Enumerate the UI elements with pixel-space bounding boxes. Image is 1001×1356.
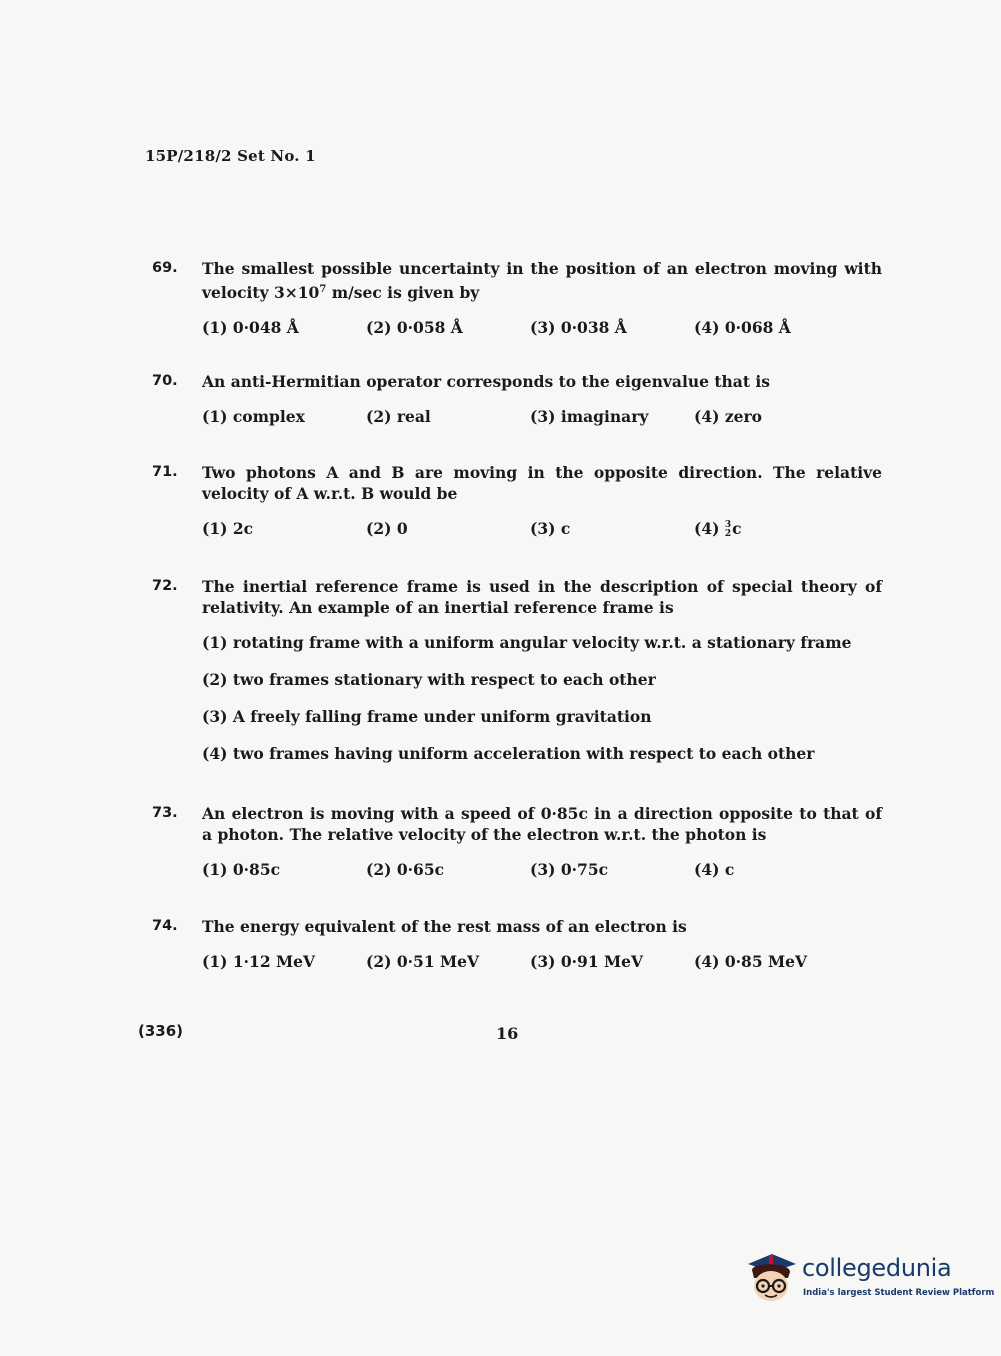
options-row [202,951,882,972]
option-4: (4) 0·068 Å [694,318,791,338]
question-text: An anti-Hermitian operator corresponds to the eigenvalue that is [202,372,771,391]
question-number: 72. [152,578,178,594]
options-row [202,406,882,427]
paper-code-header: 15P/218/2 Set No. 1 [145,147,316,165]
options-column [202,632,882,780]
question-number: 74. [152,918,178,934]
logo-tagline: India's largest Student Review Platform [803,1288,995,1298]
option-3: (3) c [530,519,571,538]
question-number: 70. [152,373,178,389]
option-2: (2) 0·058 Å [366,318,463,338]
option-2: (2) two frames stationary with respect to each other [202,670,656,689]
option-3: (3) imaginary [530,407,649,426]
options-row [202,518,882,539]
question-text: The inertial reference frame is used in the description of special theory of relativity. An example of an inertial reference frame is [202,577,882,617]
mascot-icon [742,1250,800,1306]
collegedunia-logo [742,1248,995,1310]
question-69 [152,258,882,338]
question-74 [152,916,882,972]
question-72 [152,576,882,780]
question-70 [152,371,882,427]
question-text: Two photons A and B are moving in the opposite direction. The relative velocity of A w.r.t. B would be [202,463,882,503]
option-1: (1) complex [202,407,305,426]
option-4: (4) c [694,860,735,879]
option-3: (3) 0·75c [530,860,609,879]
option-3: (3) 0·038 Å [530,318,627,338]
option-3: (3) 0·91 MeV [530,952,644,971]
option-2: (2) real [366,407,431,426]
option-1: (1) 0·048 Å [202,318,299,338]
logo-name: collegedunia [802,1254,952,1282]
question-text: The smallest possible uncertainty in the position of an electron moving with velocity $3\times 10^7$ m/sec is given by [202,259,882,303]
option-4: (4) 3 2 c [694,519,742,539]
option-2: (2) 0·65c [366,860,445,879]
footer-code: (336) [138,1022,184,1040]
option-4: (4) 0·85 MeV [694,952,808,971]
question-number: 71. [152,464,178,480]
page-number: 16 [496,1024,519,1043]
options-row [202,317,882,338]
question-text: An electron is moving with a speed of 0·85c in a direction opposite to that of a photon. The relative velocity of the electron w.r.t. the photon is [202,804,882,844]
option-1: (1) 0·85c [202,860,281,879]
option-1: (1) 2c [202,519,254,538]
option-1: (1) 1·12 MeV [202,952,316,971]
fraction-three-halves: 3 2 [724,520,732,539]
option-1: (1) rotating frame with a uniform angular velocity w.r.t. a stationary frame [202,633,852,652]
option-2: (2) 0·51 MeV [366,952,480,971]
question-number: 73. [152,805,178,821]
question-number: 69. [152,260,178,276]
option-2: (2) 0 [366,519,408,538]
question-73 [152,803,882,880]
option-4: (4) two frames having uniform acceleration with respect to each other [202,744,815,763]
option-3: (3) A freely falling frame under uniform gravitation [202,707,652,726]
options-row [202,859,882,880]
option-4: (4) zero [694,407,763,426]
question-71 [152,462,882,539]
question-text: The energy equivalent of the rest mass of an electron is [202,917,687,936]
